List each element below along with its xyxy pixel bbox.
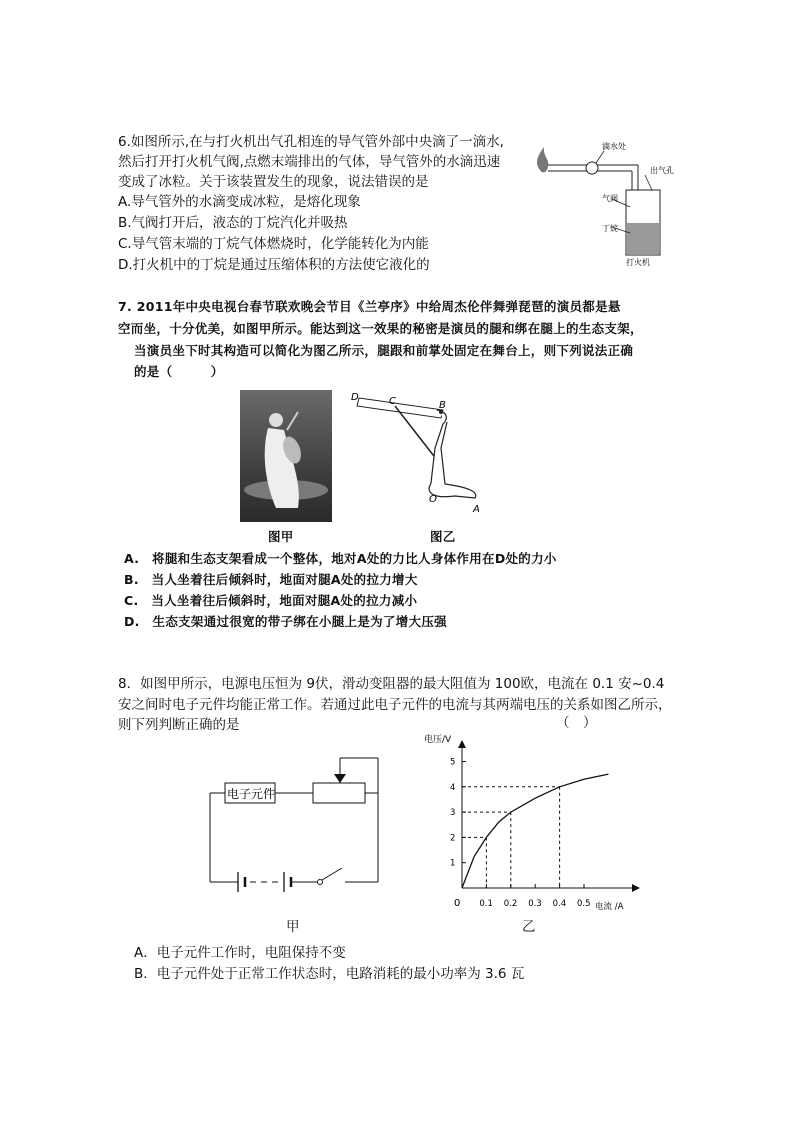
q7-fig-b-caption: 图乙 — [430, 529, 456, 544]
q7-option-b: B. 当人坐着往后倾斜时，地面对腿A处的拉力增大 — [124, 572, 418, 587]
q7-line-4: 的是（ ） — [134, 364, 224, 379]
x-tick-label: 0.2 — [503, 899, 518, 909]
q7-option-a: A. 将腿和生态支架看成一个整体，地对A处的力比人身体作用在D处的力小 — [124, 551, 557, 566]
q6-line-1: 6.如图所示,在与打火机出气孔相连的导气管外部中央滴了一滴水, — [118, 134, 504, 150]
y-tick-label: 3 — [450, 808, 456, 819]
slider-arrow-icon — [334, 774, 346, 783]
label-butane: 丁烷 — [602, 224, 618, 233]
iv-chart — [410, 728, 640, 918]
y-axis-arrow-icon — [458, 740, 466, 748]
label-drop: 滴水处 — [602, 142, 626, 151]
q8-line-1: 8．如图甲所示，电源电压恒为 9伏，滑动变阻器的最大阻值为 100欧，电流在 0.1 安~0.4 — [118, 676, 665, 692]
q6-option-d: D.打火机中的丁烷是通过压缩体积的方法使它液化的 — [118, 257, 430, 273]
q6-option-a: A.导气管外的水滴变成冰粒，是熔化现象 — [118, 194, 361, 210]
q7-line-1: 7. 2011年中央电视台春节联欢晚会节目《兰亭序》中给周杰伦伴舞弹琵琶的演员都是悬 — [118, 299, 621, 314]
frame-diagram — [345, 388, 495, 528]
q6-option-c: C.导气管末端的丁烷气体燃烧时，化学能转化为内能 — [118, 236, 429, 252]
point-b: B — [439, 400, 446, 411]
x-axis-arrow-icon — [632, 884, 640, 892]
component-label: 电子元件 — [227, 787, 276, 801]
y-tick-label: 4 — [450, 782, 456, 793]
performer-photo — [240, 390, 332, 522]
point-d: D — [351, 392, 359, 403]
q7-option-c: C. 当人坐着往后倾斜时，地面对腿A处的拉力减小 — [124, 593, 418, 608]
q8-fig-b-caption: 乙 — [522, 919, 536, 935]
q6-option-b: B.气阀打开后，液态的丁烷汽化并吸热 — [118, 215, 348, 231]
q8-line-3: 则下列判断正确的是 — [118, 717, 240, 733]
y-axis-label: 电压/V — [424, 735, 452, 745]
label-valve: 气阀 — [602, 194, 618, 203]
q6-line-2: 然后打开打火机气阀,点燃末端排出的气体，导气管外的水滴迅速 — [118, 154, 501, 170]
flame-icon — [537, 147, 548, 172]
q7-fig-a-caption: 图甲 — [268, 529, 294, 544]
switch-pivot — [318, 880, 323, 885]
y-tick-label: 1 — [450, 858, 456, 869]
q8-option-b: B．电子元件处于正常工作状态时，电路消耗的最小功率为 3.6 瓦 — [134, 966, 525, 982]
label-outlet: 出气孔 — [650, 166, 674, 175]
butane-liquid — [627, 223, 659, 254]
point-o: O — [429, 494, 437, 505]
q8-fig-a-caption: 甲 — [286, 919, 300, 935]
q6-line-3: 变成了冰粒。关于该装置发生的现象，说法错误的是 — [118, 174, 429, 190]
x-tick-label: 0.5 — [577, 899, 591, 909]
x-axis-label: 电流 /A — [595, 902, 624, 912]
y-tick-label: 5 — [450, 757, 456, 768]
y-tick-label: 2 — [450, 833, 456, 844]
origin-label: 0 — [454, 898, 461, 909]
q8-answer-paren: （ ） — [556, 715, 597, 731]
water-drop — [586, 162, 598, 174]
x-tick-label: 0.3 — [528, 899, 542, 909]
rheostat — [313, 783, 365, 803]
q7-option-d: D. 生态支架通过很宽的带子绑在小腿上是为了增大压强 — [124, 614, 447, 629]
q8-line-2: 安之间时电子元件均能正常工作。若通过此电子元件的电流与其两端电压的关系如图乙所示， — [118, 697, 672, 713]
iv-curve — [462, 774, 608, 888]
circuit-diagram — [200, 750, 390, 895]
point-c: C — [389, 396, 396, 407]
switch-blade — [322, 868, 342, 880]
point-a: A — [473, 504, 480, 515]
x-tick-label: 0.4 — [552, 899, 567, 909]
q7-line-2: 空而坐，十分优美，如图甲所示。能达到这一效果的秘密是演员的腿和绑在腿上的生态支架， — [118, 321, 643, 336]
q7-line-3: 当演员坐下时其构造可以简化为图乙所示，腿跟和前掌处固定在舞台上，则下列说法正确 — [134, 343, 634, 358]
x-tick-label: 0.1 — [479, 899, 493, 909]
q8-option-a: A．电子元件工作时，电阻保持不变 — [134, 945, 346, 961]
label-lighter: 打火机 — [626, 258, 650, 267]
lighter-figure — [530, 135, 680, 270]
